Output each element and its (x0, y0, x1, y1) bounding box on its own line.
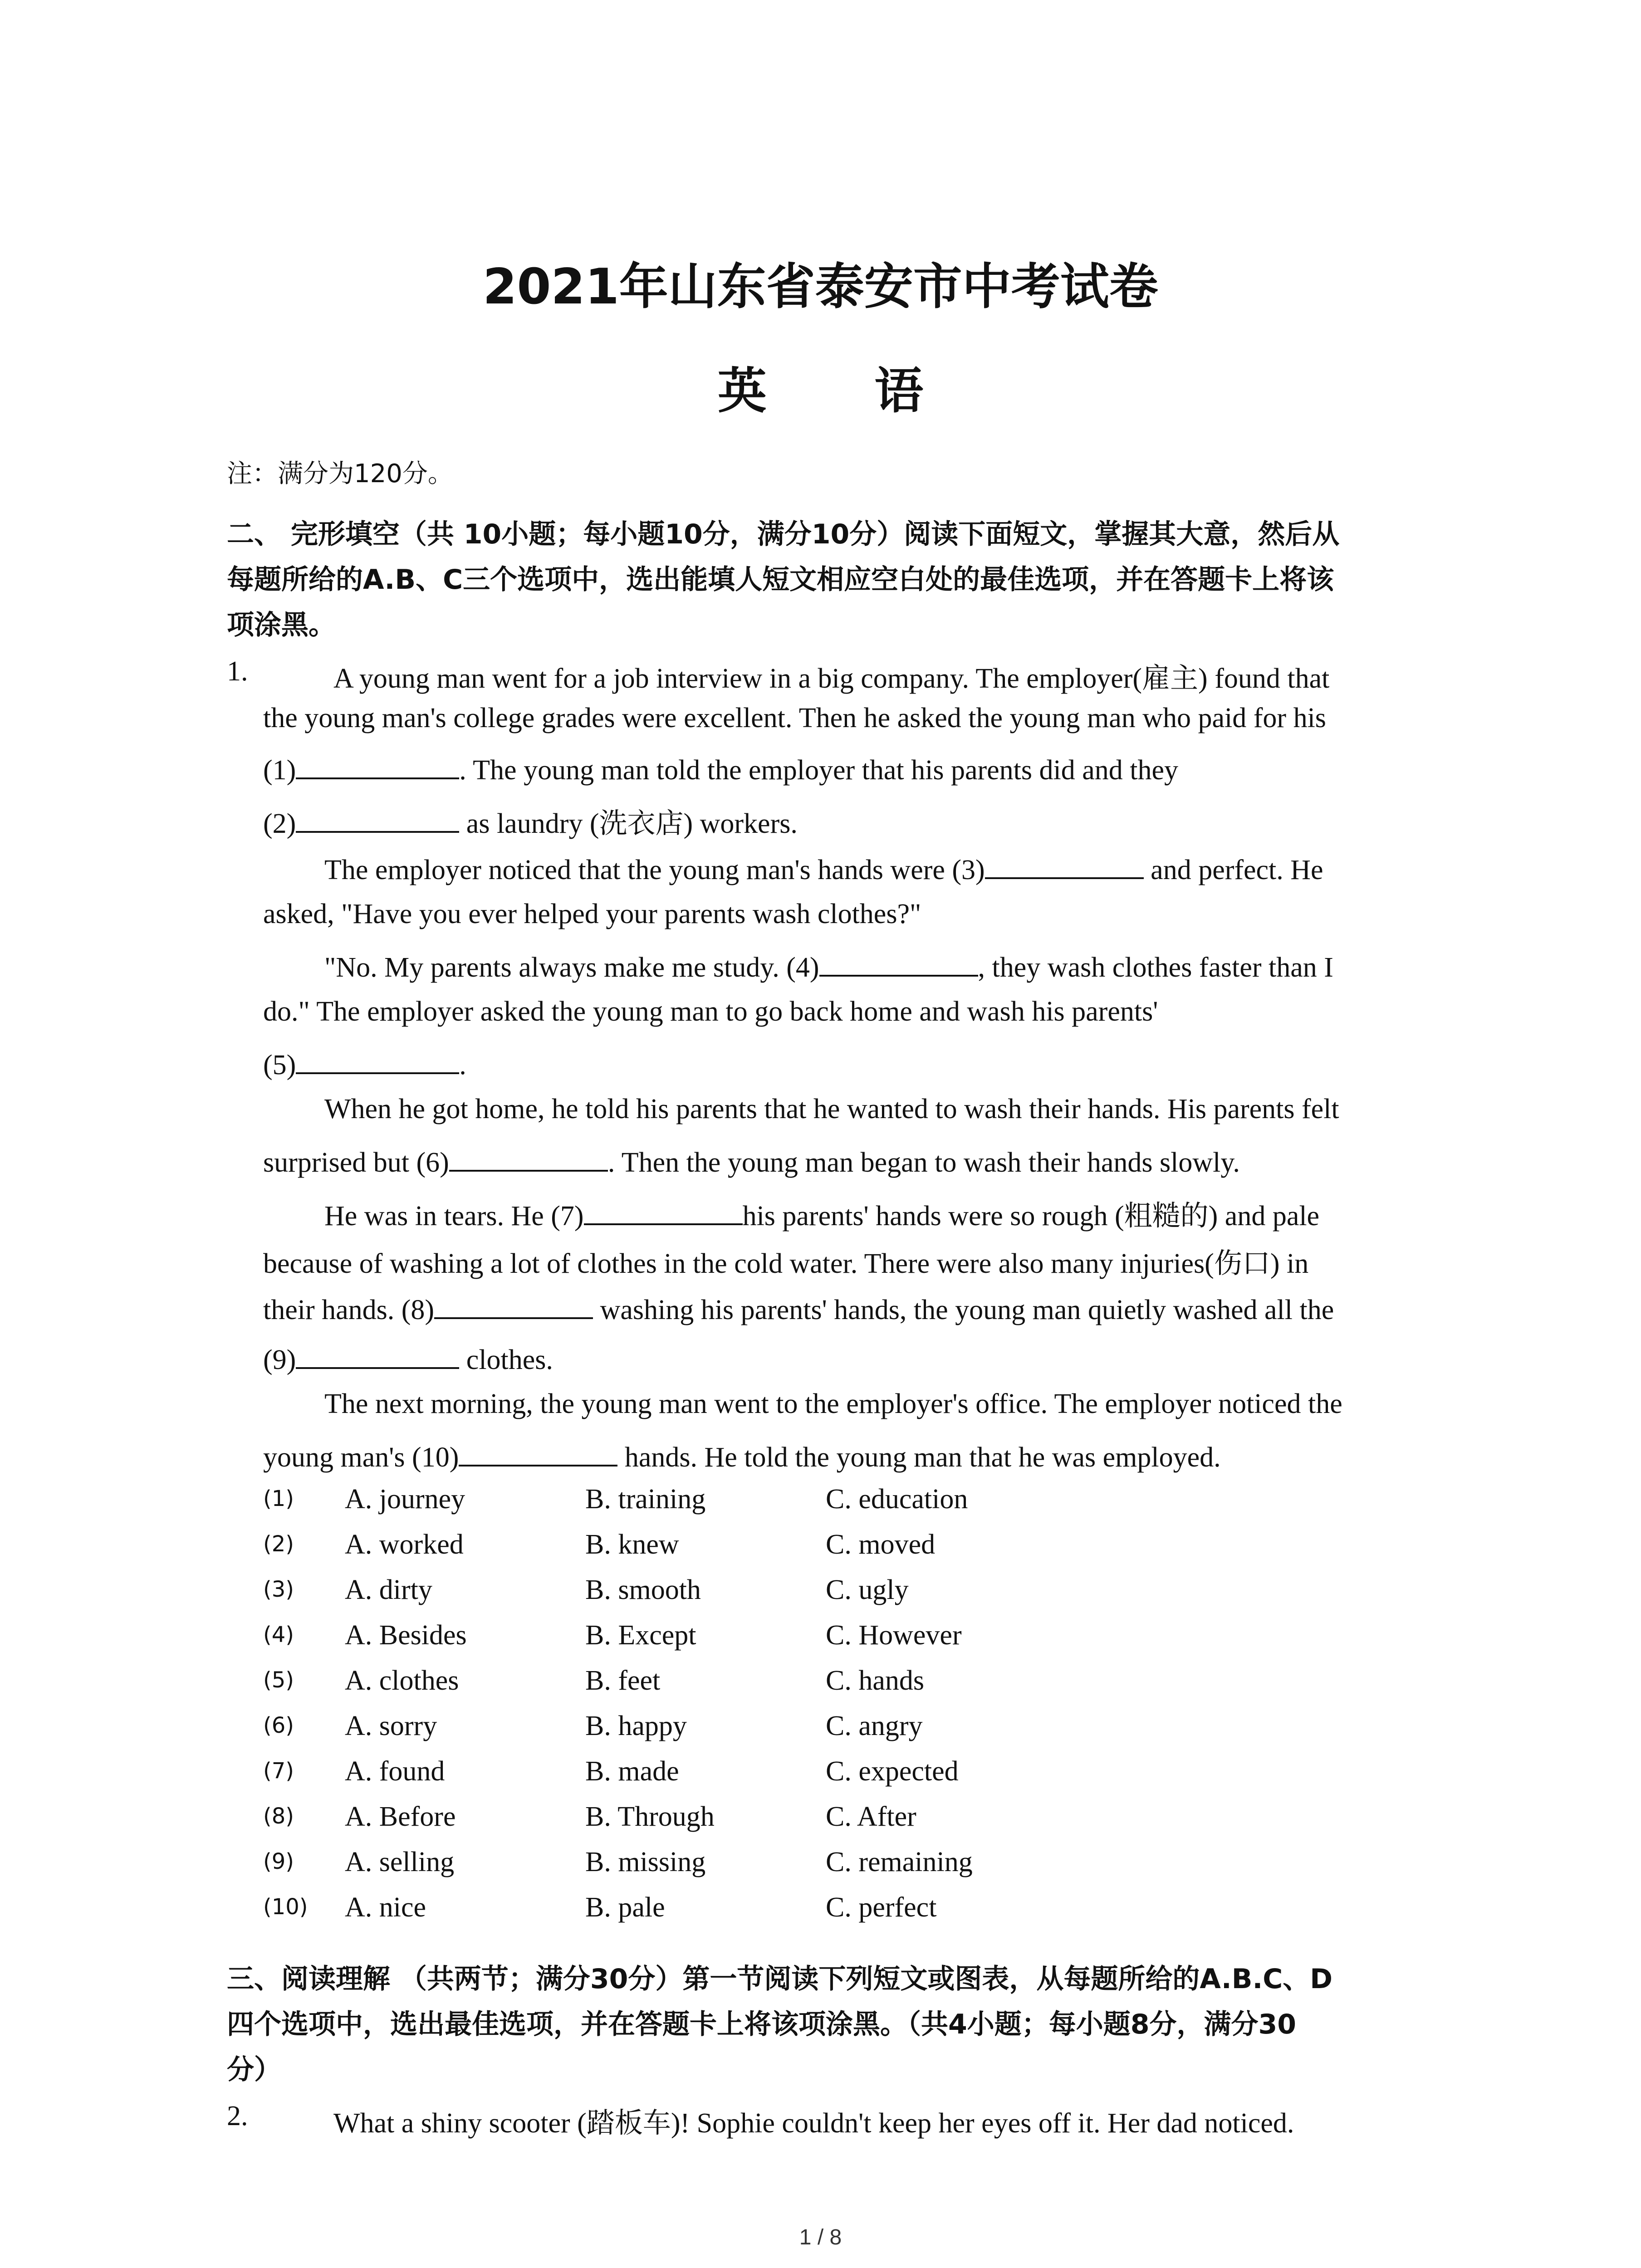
answer-blank-8 (434, 1290, 593, 1319)
option-number: (5) (263, 1667, 294, 1693)
option-c: C. However (826, 1620, 962, 1651)
option-number: (3) (263, 1577, 294, 1602)
q1-line (263, 1290, 1334, 1326)
option-number: (2) (263, 1531, 294, 1557)
q1-line (263, 1438, 1221, 1474)
q1-text: surprised but (6) (263, 1147, 449, 1178)
answer-blank-9 (296, 1340, 459, 1369)
blank-label: (5) (263, 1049, 296, 1080)
q1-text: hands. He told the young man that he was employed. (617, 1442, 1221, 1473)
q1-line: asked, "Have you ever helped your parents wash clothes?" (263, 899, 921, 929)
q1-text: their hands. (8) (263, 1294, 435, 1325)
answer-blank-2 (296, 804, 459, 833)
option-a: A. Before (345, 1801, 456, 1832)
q1-line (324, 948, 1333, 984)
option-b: B. Except (585, 1620, 696, 1651)
q1-line (263, 751, 1178, 787)
section2-line1: 二、 完形填空（共 10小题；每小题10分，满分10分）阅读下面短文，掌握其大意，然后从 (227, 518, 1340, 550)
blank-label: (2) (263, 808, 296, 839)
option-c: C. After (826, 1801, 916, 1832)
q1-line: A young man went for a job interview in a big company. The employer(雇主) found that (333, 663, 1330, 694)
q1-line: When he got home, he told his parents that he wanted to wash their hands. His parents felt (324, 1094, 1339, 1124)
option-number: (4) (263, 1622, 294, 1647)
answer-blank-5 (296, 1046, 459, 1074)
section3-line3: 分） (227, 2054, 281, 2086)
q2-number: 2. (227, 2101, 248, 2131)
blank-label: (9) (263, 1344, 296, 1375)
answer-blank-1 (296, 751, 459, 779)
q1-line (263, 1046, 466, 1081)
option-b: B. missing (585, 1847, 706, 1877)
option-c: C. remaining (826, 1847, 973, 1877)
option-a: A. found (345, 1756, 445, 1787)
option-b: B. Through (585, 1801, 715, 1832)
answer-blank-6 (449, 1143, 608, 1172)
option-number: (1) (263, 1486, 294, 1511)
answer-blank-7 (584, 1197, 743, 1225)
q1-text: , they wash clothes faster than I (978, 952, 1333, 983)
q1-line (263, 1143, 1240, 1179)
page-title: 2021年山东省泰安市中考试卷 (483, 259, 1158, 315)
page-number: 1 / 8 (799, 2225, 842, 2249)
option-b: B. pale (585, 1892, 665, 1923)
option-c: C. ugly (826, 1574, 909, 1605)
q1-text: . (459, 1049, 466, 1080)
option-number: (6) (263, 1713, 294, 1738)
option-a: A. selling (345, 1847, 455, 1877)
q1-line: The next morning, the young man went to the employer's office. The employer noticed the (324, 1388, 1342, 1419)
q1-text: . The young man told the employer that his parents did and they (459, 754, 1178, 786)
q1-text: The employer noticed that the young man's hands were (3) (324, 854, 985, 885)
q1-text: as laundry (洗衣店) workers. (459, 808, 798, 839)
q1-line (263, 1340, 553, 1376)
option-a: A. Besides (345, 1620, 467, 1651)
q1-line (324, 1193, 1319, 1233)
option-number: (9) (263, 1849, 294, 1874)
score-note: 注：满分为120分。 (227, 459, 453, 489)
q1-line: because of washing a lot of clothes in the cold water. There were also many injuries(伤口) in (263, 1248, 1309, 1279)
option-b: B. training (585, 1484, 706, 1515)
option-a: A. sorry (345, 1711, 437, 1741)
q1-text: clothes. (459, 1344, 553, 1375)
section2-line2: 每题所给的A.B、C三个选项中，选出能填人短文相应空白处的最佳选项，并在答题卡上将该 (227, 564, 1334, 596)
subject-title: 英 语 (717, 363, 969, 420)
q1-text: his parents' hands were so rough (粗糙的) and pale (742, 1201, 1320, 1232)
q1-text: washing his parents' hands, the young man quietly washed all the (593, 1294, 1334, 1325)
option-c: C. education (826, 1484, 968, 1515)
blank-label: (1) (263, 754, 296, 786)
option-c: C. hands (826, 1665, 924, 1696)
option-number: (7) (263, 1758, 294, 1784)
q1-text: young man's (10) (263, 1442, 459, 1473)
q1-line: do." The employer asked the young man to go back home and wash his parents' (263, 996, 1158, 1027)
answer-blank-10 (459, 1438, 617, 1466)
option-c: C. angry (826, 1711, 923, 1741)
option-b: B. happy (585, 1711, 687, 1741)
q1-line: the young man's college grades were excellent. Then he asked the young man who paid for his (263, 703, 1326, 733)
q1-line (263, 801, 798, 841)
option-number: (8) (263, 1804, 294, 1829)
option-c: C. expected (826, 1756, 959, 1787)
section3-line2: 四个选项中，选出最佳选项，并在答题卡上将该项涂黑。（共4小题；每小题8分，满分30 (227, 2009, 1296, 2040)
option-a: A. clothes (345, 1665, 459, 1696)
q1-text: "No. My parents always make me study. (4) (324, 952, 819, 983)
option-c: C. moved (826, 1529, 936, 1560)
option-a: A. worked (345, 1529, 464, 1560)
q1-text: He was in tears. He (7) (324, 1201, 584, 1232)
section2-line3: 项涂黑。 (227, 609, 336, 641)
option-a: A. nice (345, 1892, 426, 1923)
option-a: A. journey (345, 1484, 465, 1515)
option-b: B. feet (585, 1665, 661, 1696)
option-b: B. made (585, 1756, 679, 1787)
answer-blank-4 (819, 948, 978, 977)
q1-line (324, 850, 1323, 886)
option-b: B. smooth (585, 1574, 701, 1605)
option-b: B. knew (585, 1529, 679, 1560)
option-a: A. dirty (345, 1574, 432, 1605)
q1-text: and perfect. He (1143, 854, 1323, 885)
answer-blank-3 (985, 850, 1144, 879)
option-number: (10) (263, 1894, 308, 1920)
option-c: C. perfect (826, 1892, 937, 1923)
section3-line1: 三、阅读理解 （共两节；满分30分）第一节阅读下列短文或图表，从每题所给的A.B.C、D (227, 1963, 1333, 1995)
q2-text: What a shiny scooter (踏板车)! Sophie couldn't keep her eyes off it. Her dad noticed. (333, 2108, 1294, 2139)
q1-text: . Then the young man began to wash their hands slowly. (607, 1147, 1240, 1178)
q1-number: 1. (227, 656, 248, 687)
